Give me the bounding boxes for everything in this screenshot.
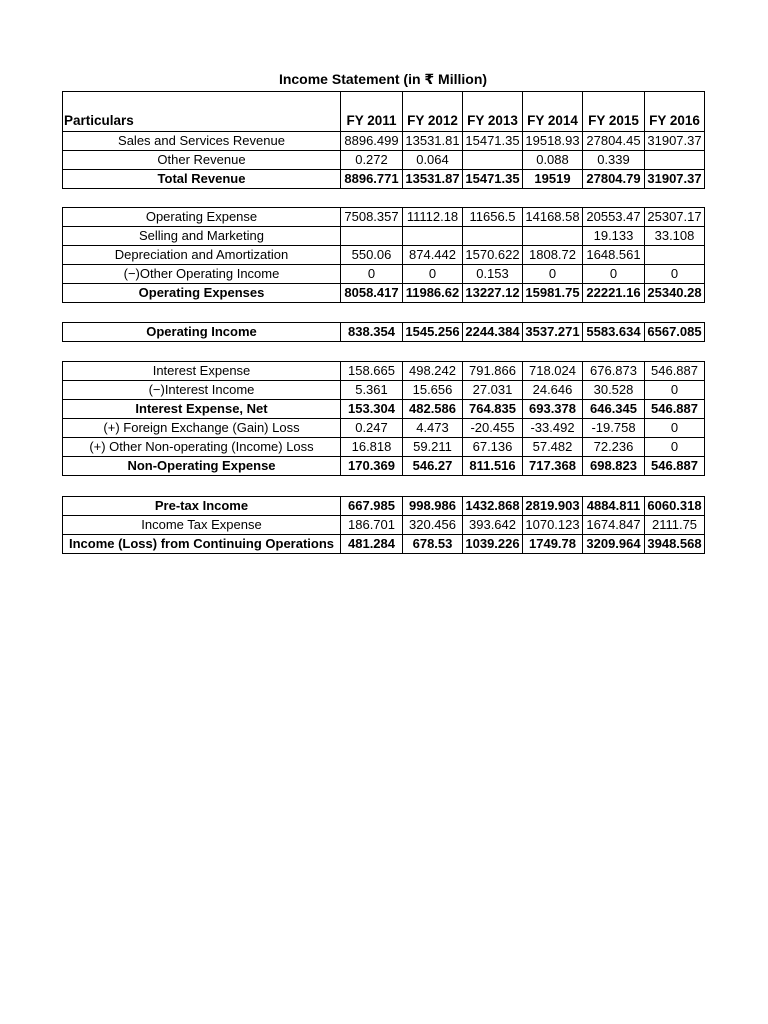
value-cell: 393.642 [463, 516, 523, 535]
column-header-year: FY 2011 [341, 92, 403, 132]
row-label: Pre-tax Income [63, 497, 341, 516]
value-cell: 11656.5 [463, 208, 523, 227]
value-cell: 1039.226 [463, 535, 523, 554]
value-cell: 2819.903 [523, 497, 583, 516]
value-cell: 5583.634 [583, 323, 645, 342]
value-cell: 25340.28 [645, 284, 705, 303]
value-cell: 15.656 [403, 381, 463, 400]
value-cell: 838.354 [341, 323, 403, 342]
value-cell: 998.986 [403, 497, 463, 516]
statement-section-1 [62, 207, 705, 303]
value-cell: 6567.085 [645, 323, 705, 342]
page-title: Income Statement (in ₹ Million) [278, 71, 488, 87]
row-label: (−)Other Operating Income [63, 265, 341, 284]
value-cell: 320.456 [403, 516, 463, 535]
value-cell: 1674.847 [583, 516, 645, 535]
value-cell: 0 [645, 265, 705, 284]
value-cell: 31907.37 [645, 132, 705, 151]
value-cell: 67.136 [463, 438, 523, 457]
column-header-year: FY 2015 [583, 92, 645, 132]
statement-section-2 [62, 322, 705, 342]
value-cell: 33.108 [645, 227, 705, 246]
value-cell: 718.024 [523, 362, 583, 381]
table-row-interest-expense-net [63, 400, 705, 419]
value-cell: 158.665 [341, 362, 403, 381]
table-row-operating-income [63, 323, 705, 342]
value-cell: 874.442 [403, 246, 463, 265]
value-cell: 15981.75 [523, 284, 583, 303]
value-cell: 5.361 [341, 381, 403, 400]
value-cell: 15471.35 [463, 132, 523, 151]
column-header-year: FY 2013 [463, 92, 523, 132]
row-label: Income Tax Expense [63, 516, 341, 535]
value-cell: 717.368 [523, 457, 583, 476]
value-cell: 764.835 [463, 400, 523, 419]
value-cell: 3948.568 [645, 535, 705, 554]
value-cell: 546.887 [645, 362, 705, 381]
value-cell: 678.53 [403, 535, 463, 554]
table-row-interest-income [63, 381, 705, 400]
table-row-operating-expense [63, 208, 705, 227]
value-cell: 791.866 [463, 362, 523, 381]
value-cell: 667.985 [341, 497, 403, 516]
value-cell: 0 [403, 265, 463, 284]
value-cell: 546.27 [403, 457, 463, 476]
value-cell: 25307.17 [645, 208, 705, 227]
table-row-pre-tax-income [63, 497, 705, 516]
value-cell: 546.887 [645, 457, 705, 476]
value-cell: 8058.417 [341, 284, 403, 303]
value-cell: 1432.868 [463, 497, 523, 516]
value-cell: 170.369 [341, 457, 403, 476]
row-label: Selling and Marketing [63, 227, 341, 246]
row-label: (−)Interest Income [63, 381, 341, 400]
value-cell: 1070.123 [523, 516, 583, 535]
value-cell: 19.133 [583, 227, 645, 246]
row-label: Operating Expenses [63, 284, 341, 303]
value-cell: 3537.271 [523, 323, 583, 342]
value-cell: -33.492 [523, 419, 583, 438]
header-row [63, 92, 705, 132]
value-cell: 31907.37 [645, 170, 705, 189]
table-row-other-operating-income [63, 265, 705, 284]
value-cell: -20.455 [463, 419, 523, 438]
value-cell: 0.339 [583, 151, 645, 170]
value-cell: 24.646 [523, 381, 583, 400]
value-cell: 7508.357 [341, 208, 403, 227]
value-cell: 546.887 [645, 400, 705, 419]
value-cell: 1808.72 [523, 246, 583, 265]
value-cell: 498.242 [403, 362, 463, 381]
table-row-interest-expense [63, 362, 705, 381]
value-cell: 59.211 [403, 438, 463, 457]
value-cell: 30.528 [583, 381, 645, 400]
value-cell: 15471.35 [463, 170, 523, 189]
value-cell: 2111.75 [645, 516, 705, 535]
statement-section-3 [62, 361, 705, 476]
table-row-selling-and-marketing [63, 227, 705, 246]
value-cell: 2244.384 [463, 323, 523, 342]
row-label: Interest Expense, Net [63, 400, 341, 419]
value-cell: 27804.79 [583, 170, 645, 189]
value-cell: 482.586 [403, 400, 463, 419]
value-cell: 0 [645, 419, 705, 438]
value-cell: 13227.12 [463, 284, 523, 303]
table-row-income-tax-expense [63, 516, 705, 535]
value-cell: 6060.318 [645, 497, 705, 516]
table-row-other-revenue [63, 151, 705, 170]
value-cell: 14168.58 [523, 208, 583, 227]
value-cell: 3209.964 [583, 535, 645, 554]
row-label: Income (Loss) from Continuing Operations [63, 535, 341, 554]
table-row-depreciation-and-amortization [63, 246, 705, 265]
table-row-non-operating-expense [63, 457, 705, 476]
row-label: Interest Expense [63, 362, 341, 381]
value-cell: 13531.81 [403, 132, 463, 151]
value-cell: 0 [523, 265, 583, 284]
value-cell: 693.378 [523, 400, 583, 419]
column-header-year: FY 2014 [523, 92, 583, 132]
statement-section-4 [62, 496, 705, 554]
table-row-income-loss-from-continuing-operations [63, 535, 705, 554]
value-cell: 0.088 [523, 151, 583, 170]
value-cell: 27804.45 [583, 132, 645, 151]
value-cell [463, 227, 523, 246]
value-cell: 811.516 [463, 457, 523, 476]
value-cell: 0.272 [341, 151, 403, 170]
value-cell: 27.031 [463, 381, 523, 400]
value-cell: 0 [341, 265, 403, 284]
value-cell: 11112.18 [403, 208, 463, 227]
table-row-other-non-operating-income-loss [63, 438, 705, 457]
row-label: Other Revenue [63, 151, 341, 170]
row-label: Depreciation and Amortization [63, 246, 341, 265]
value-cell: 57.482 [523, 438, 583, 457]
value-cell: 153.304 [341, 400, 403, 419]
value-cell: 1648.561 [583, 246, 645, 265]
value-cell: 19519 [523, 170, 583, 189]
value-cell: 0 [583, 265, 645, 284]
column-header-particulars: Particulars [63, 92, 341, 132]
value-cell [645, 151, 705, 170]
value-cell: 646.345 [583, 400, 645, 419]
value-cell: 0.247 [341, 419, 403, 438]
value-cell: 13531.87 [403, 170, 463, 189]
value-cell: 1749.78 [523, 535, 583, 554]
value-cell: 4884.811 [583, 497, 645, 516]
value-cell: 1545.256 [403, 323, 463, 342]
row-label: (+) Foreign Exchange (Gain) Loss [63, 419, 341, 438]
value-cell [341, 227, 403, 246]
table-row-operating-expenses [63, 284, 705, 303]
table-row-total-revenue [63, 170, 705, 189]
value-cell [645, 246, 705, 265]
table-row-sales-and-services-revenue [63, 132, 705, 151]
value-cell: -19.758 [583, 419, 645, 438]
value-cell: 11986.62 [403, 284, 463, 303]
value-cell: 20553.47 [583, 208, 645, 227]
value-cell: 676.873 [583, 362, 645, 381]
value-cell: 0 [645, 381, 705, 400]
value-cell: 19518.93 [523, 132, 583, 151]
value-cell: 550.06 [341, 246, 403, 265]
value-cell [463, 151, 523, 170]
value-cell: 8896.499 [341, 132, 403, 151]
value-cell: 0.064 [403, 151, 463, 170]
row-label: Operating Income [63, 323, 341, 342]
value-cell: 22221.16 [583, 284, 645, 303]
column-header-year: FY 2016 [645, 92, 705, 132]
row-label: Total Revenue [63, 170, 341, 189]
table-row-foreign-exchange-gain-loss [63, 419, 705, 438]
value-cell: 16.818 [341, 438, 403, 457]
value-cell: 0 [645, 438, 705, 457]
value-cell: 0.153 [463, 265, 523, 284]
row-label: Non-Operating Expense [63, 457, 341, 476]
column-header-year: FY 2012 [403, 92, 463, 132]
value-cell: 1570.622 [463, 246, 523, 265]
value-cell: 8896.771 [341, 170, 403, 189]
value-cell: 72.236 [583, 438, 645, 457]
value-cell [523, 227, 583, 246]
value-cell [403, 227, 463, 246]
row-label: (+) Other Non-operating (Income) Loss [63, 438, 341, 457]
value-cell: 698.823 [583, 457, 645, 476]
row-label: Operating Expense [63, 208, 341, 227]
row-label: Sales and Services Revenue [63, 132, 341, 151]
value-cell: 186.701 [341, 516, 403, 535]
statement-section-0 [62, 91, 705, 189]
value-cell: 4.473 [403, 419, 463, 438]
value-cell: 481.284 [341, 535, 403, 554]
